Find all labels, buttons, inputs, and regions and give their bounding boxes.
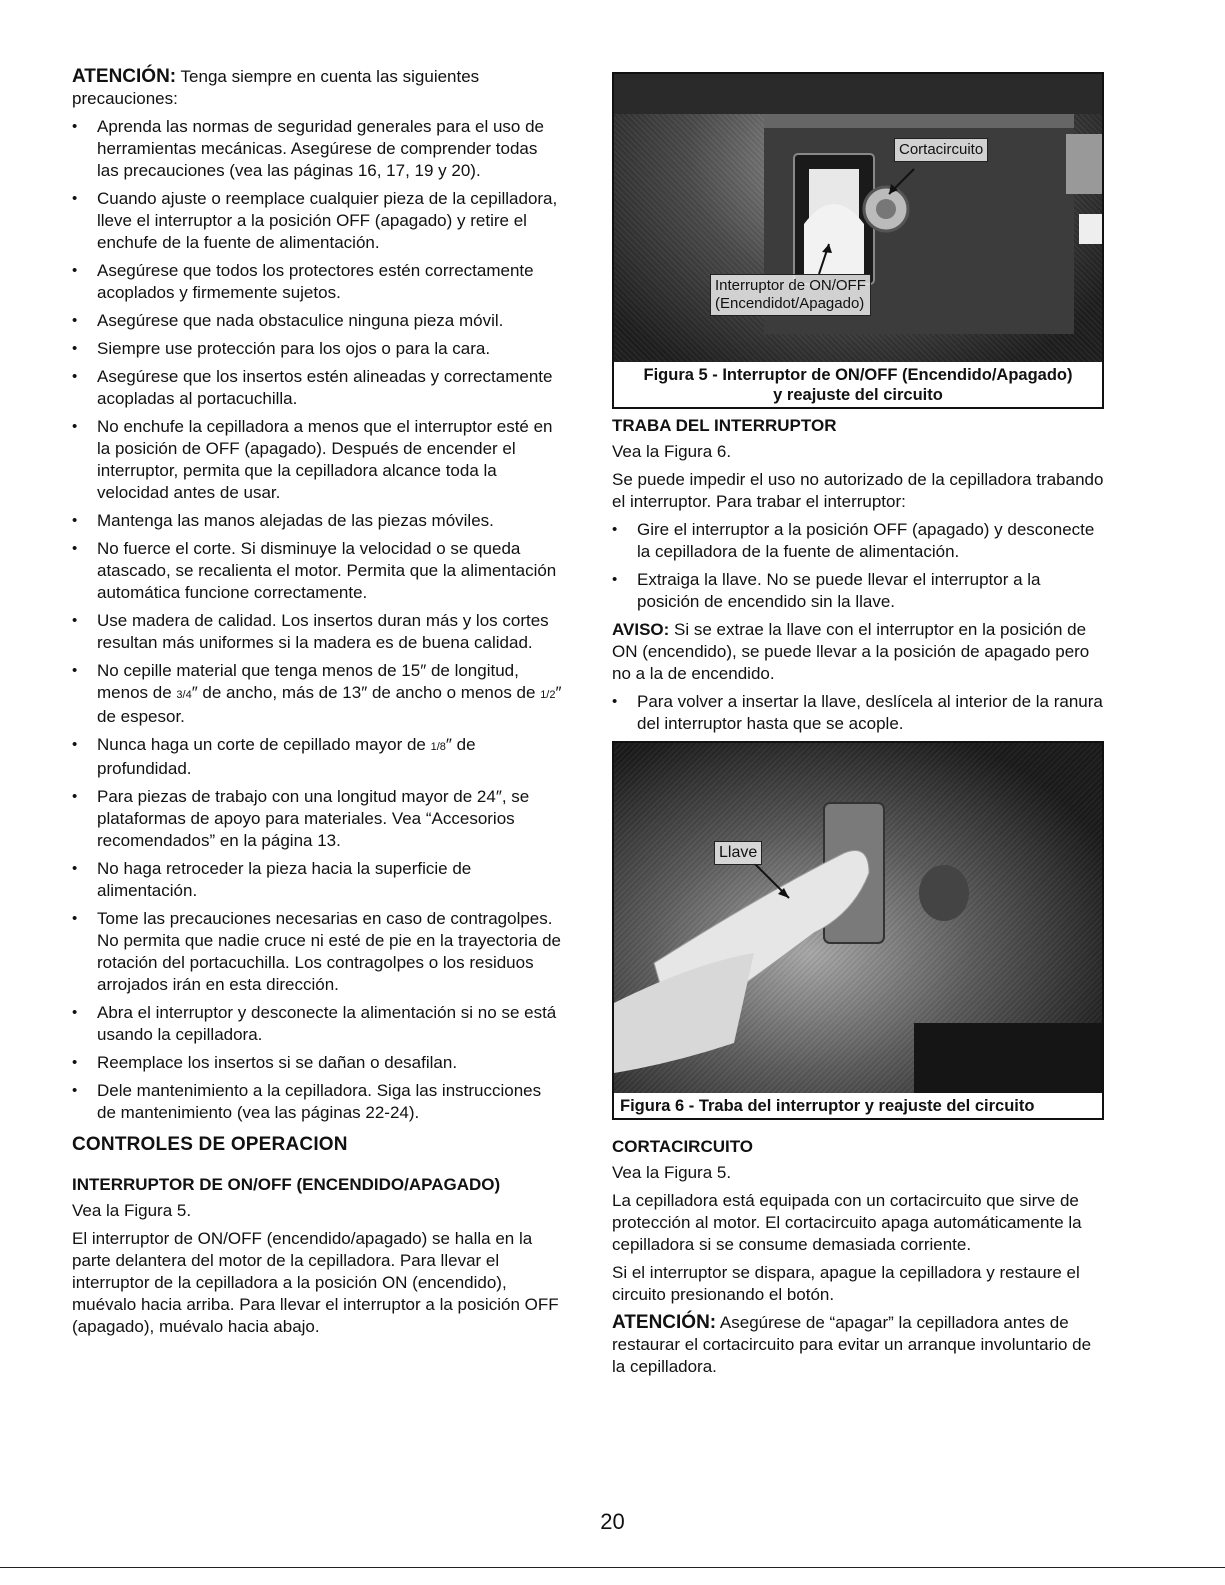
figure-6-illustration xyxy=(614,743,1102,1093)
notice-label: AVISO: xyxy=(612,620,670,639)
figure-6-photo xyxy=(614,743,1102,1093)
section-title: CONTROLES DE OPERACION xyxy=(72,1134,348,1155)
list-item xyxy=(72,734,562,780)
lock-see-figure: Vea la Figura 6. xyxy=(612,442,732,461)
attention-label: ATENCIÓN: xyxy=(72,66,177,87)
fraction: 1/8 xyxy=(430,741,446,753)
attention-text: Asegúrese de “apagar” la cepilladora antes de restaurar el cortacircuito para evitar un arranque involuntario de la cepilladora. xyxy=(612,1313,1092,1376)
figure-5-photo xyxy=(614,74,1102,362)
text-span: ″ de ancho, más de 13″ de ancho o menos de xyxy=(191,683,541,702)
list-item: • Extraiga la llave. No se puede llevar el interruptor a la posición de encendido sin la llave. xyxy=(612,569,1104,613)
switch-label-line-1: Interruptor de ON/OFF xyxy=(715,277,866,294)
key-label: Llave xyxy=(714,841,762,865)
breaker-label: Cortacircuito xyxy=(894,138,988,162)
page-number: 20 xyxy=(600,1509,625,1534)
list-item: • Asegúrese que nada obstaculice ninguna pieza móvil. xyxy=(72,310,562,332)
breaker-text-1: La cepilladora está equipada con un cortacircuito que sirve de protección al motor. El cortacircuito apaga automáticamente la cepilladora si se consume demasiada corriente. xyxy=(612,1191,1082,1254)
list-item: • Siempre use protección para los ojos o para la cara. xyxy=(72,338,562,360)
list-item: • No haga retroceder la pieza hacia la superficie de alimentación. xyxy=(72,858,562,902)
list-item: • Gire el interruptor a la posición OFF (apagado) y desconecte la cepilladora de la fuente de alimentación. xyxy=(612,519,1104,563)
figure-5-caption-line-2: y reajuste del circuito xyxy=(773,386,943,404)
attention-text: Tenga siempre en cuenta las siguientes precauciones: xyxy=(72,67,480,108)
list-item: • Aprenda las normas de seguridad generales para el uso de herramientas mecánicas. Asegúrese de comprender todas las precauciones (vea las páginas 16, 17, 19 y 20). xyxy=(72,116,562,182)
breaker-title: CORTACIRCUITO xyxy=(612,1137,754,1156)
subsection-title: INTERRUPTOR DE ON/OFF (ENCENDIDO/APAGADO) xyxy=(72,1175,501,1194)
list-item: • Reemplace los insertos si se dañan o desafilan. xyxy=(72,1052,562,1074)
figure-5-caption xyxy=(614,362,1102,407)
fraction: 3/4 xyxy=(176,689,192,701)
text-span: No cepille material que tenga menos de 15″ de longitud, menos de xyxy=(97,661,519,702)
breaker-see-figure: Vea la Figura 5. xyxy=(612,1163,732,1182)
text-span: Nunca haga un corte de cepillado mayor de xyxy=(97,735,431,754)
right-column xyxy=(612,72,1104,1384)
list-item: • Mantenga las manos alejadas de las piezas móviles. xyxy=(72,510,562,532)
notice-paragraph xyxy=(612,619,1104,685)
safety-list xyxy=(72,116,562,1124)
lock-title: TRABA DEL INTERRUPTOR xyxy=(612,416,837,435)
list-item: • Asegúrese que todos los protectores estén correctamente acoplados y firmemente sujetos. xyxy=(72,260,562,304)
text-span: ″ de espesor. xyxy=(97,683,562,726)
figure-5-caption-line-1: Figura 5 - Interruptor de ON/OFF (Encendido/Apagado) xyxy=(643,366,1073,384)
body-paragraph: El interruptor de ON/OFF (encendido/apagado) se halla en la parte delantera del motor de la cepilladora. Para llevar el interruptor de la cepilladora a la posición ON (encendido), muévalo hacia arriba. Para llevar el interruptor a la posición OFF (apagado), muévalo hacia abajo. xyxy=(72,1229,559,1336)
lock-text: Se puede impedir el uso no autorizado de la cepilladora trabando el interruptor. Para trabar el interruptor: xyxy=(612,470,1104,511)
list-item: • Dele mantenimiento a la cepilladora. Siga las instrucciones de mantenimiento (vea las páginas 22-24). xyxy=(72,1080,562,1124)
switch-label-line-2: (Encendidot/Apagado) xyxy=(715,295,865,312)
lock-list xyxy=(612,519,1104,613)
list-item: • Cuando ajuste o reemplace cualquier pieza de la cepilladora, lleve el interruptor a la posición OFF (apagado) y retire el enchufe de la fuente de alimentación. xyxy=(72,188,562,254)
figure-5-illustration xyxy=(614,74,1102,362)
figure-6-caption: Figura 6 - Traba del interruptor y reajuste del circuito xyxy=(614,1093,1102,1118)
list-item: • No enchufe la cepilladora a menos que el interruptor esté en la posición de OFF (apagado). Después de encender el interruptor, permita que la cepilladora alcance toda la velocidad antes de usar. xyxy=(72,416,562,504)
breaker-text-2: Si el interruptor se dispara, apague la cepilladora y restaure el circuito presionando el botón. xyxy=(612,1263,1080,1304)
list-item: • Para volver a insertar la llave, deslícela al interior de la ranura del interruptor hasta que se acople. xyxy=(612,691,1104,735)
list-item: • Use madera de calidad. Los insertos duran más y los cortes resultan más uniformes si la madera es de buena calidad. xyxy=(72,610,562,654)
figure-5 xyxy=(612,72,1104,409)
list-item: • No fuerce el corte. Si disminuye la velocidad o se queda atascado, se recalienta el motor. Permita que la alimentación automática funcione correctamente. xyxy=(72,538,562,604)
switch-label xyxy=(710,274,871,316)
list-item: • Para piezas de trabajo con una longitud mayor de 24″, se plataformas de apoyo para materiales. Vea “Accesorios recomendados” en la página 13. xyxy=(72,786,562,852)
fraction: 1/2 xyxy=(540,689,556,701)
list-item: • Abra el interruptor y desconecte la alimentación si no se está usando la cepilladora. xyxy=(72,1002,562,1046)
left-column xyxy=(72,66,562,1344)
text-span: ″ de profundidad. xyxy=(97,735,476,778)
list-item: • Tome las precauciones necesarias en caso de contragolpes. No permita que nadie cruce ni esté de pie en la trayectoria de rotación del portacuchilla. Los contragolpes o los residuos arrojados irán en esta dirección. xyxy=(72,908,562,996)
bottom-rule xyxy=(0,1567,1225,1568)
attention-label: ATENCIÓN: xyxy=(612,1312,717,1333)
attention-paragraph xyxy=(72,66,562,110)
see-figure: Vea la Figura 5. xyxy=(72,1201,192,1220)
list-item: • Asegúrese que los insertos estén alineadas y correctamente acopladas al portacuchilla. xyxy=(72,366,562,410)
list-item xyxy=(72,660,562,728)
notice-text: Si se extrae la llave con el interruptor en la posición de ON (encendido), se puede llevar a la posición de apagado pero no a la de encendido. xyxy=(612,620,1090,683)
figure-6 xyxy=(612,741,1104,1120)
breaker-attention-paragraph xyxy=(612,1312,1104,1378)
reinsert-list xyxy=(612,691,1104,735)
